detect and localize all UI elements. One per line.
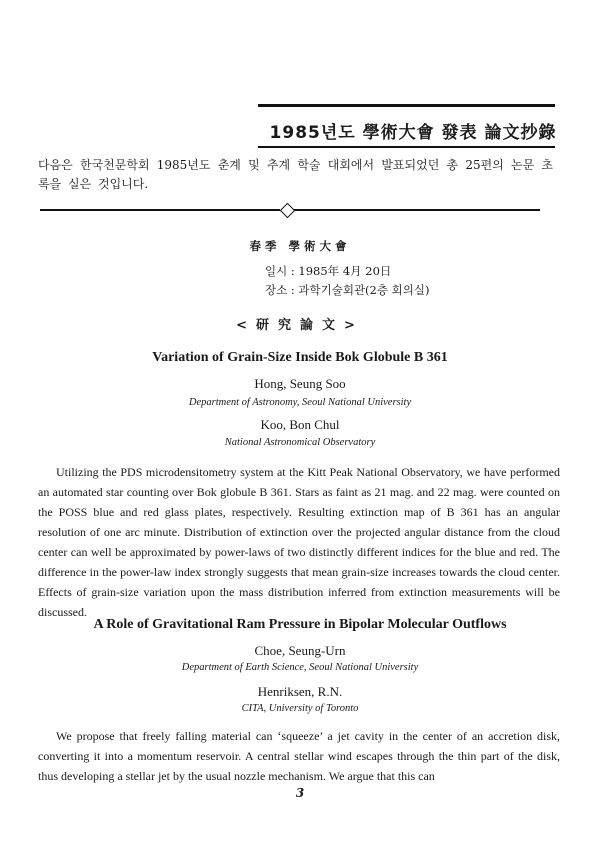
session-title: 春季 學術大會 [249, 239, 351, 253]
paper-author: Henriksen, R.N. [257, 684, 343, 699]
diamond-ornament-icon [280, 203, 296, 219]
paper-abstract: We propose that freely falling material can ‘squeeze’ a jet cavity in the center of an accretion disk, converting it into a momentum reservoir. A central stellar wind escapes through the thin part of the disk, thus developing a stellar jet by the usual nozzle mechanism. We argue that this can [38, 729, 560, 783]
header-rule-bottom [258, 146, 555, 148]
paper-affiliation: Department of Earth Science, Seoul National University [181, 662, 419, 673]
paper-affiliation: Department of Astronomy, Seoul National University [188, 397, 412, 408]
page-header-title: 1985년도 學術大會 發表 論文抄錄 [269, 123, 557, 143]
section-heading: <研究論文> [236, 318, 364, 333]
divider-line-right [294, 209, 540, 211]
page-number: 3 [295, 786, 305, 800]
paper-title: A Role of Gravitational Ram Pressure in Bipolar Molecular Outflows [93, 617, 507, 632]
header-rule-top [258, 104, 555, 107]
paper-author: Koo, Bon Chul [260, 417, 340, 432]
paper-author: Choe, Seung-Urn [254, 643, 346, 658]
paper-author: Hong, Seung Soo [254, 376, 346, 391]
session-place: 장소 : 과학기술회관(2층 회의실) [265, 283, 430, 297]
intro-paragraph: 다음은 한국천문학회 1985년도 춘계 및 추계 학술 대회에서 발표되었던 총 25편의 논문 초록을 실은 것입니다. [38, 158, 553, 191]
paper-affiliation: CITA, University of Toronto [241, 703, 359, 714]
session-date: 일시 : 1985年 4月 20日 [265, 264, 392, 278]
divider-line-left [40, 209, 280, 211]
section-divider [40, 203, 540, 217]
paper-affiliation: National Astronomical Observatory [224, 437, 376, 448]
paper-abstract: Utilizing the PDS microdensitometry system at the Kitt Peak National Observatory, we have performed an automated star counting over Bok globule B 361. Stars as faint as 21 mag. and 22 mag. were counted on the POSS blue and red glass plates, respectively. Resulting extinction map of B 361 has an angular resolution of one arc minute. Distribution of extinction over the projected angular distance from the cloud center can well be approximated by power-laws of two distinctly different indices for the blue and red. The difference in the power-law index strongly suggests that mean grain-size increases towards the cloud center. Effects of grain-size variation upon the mass distribution inferred from extinction measurements will be discussed. [38, 465, 560, 619]
paper-title: Variation of Grain-Size Inside Bok Globule B 361 [152, 350, 448, 365]
